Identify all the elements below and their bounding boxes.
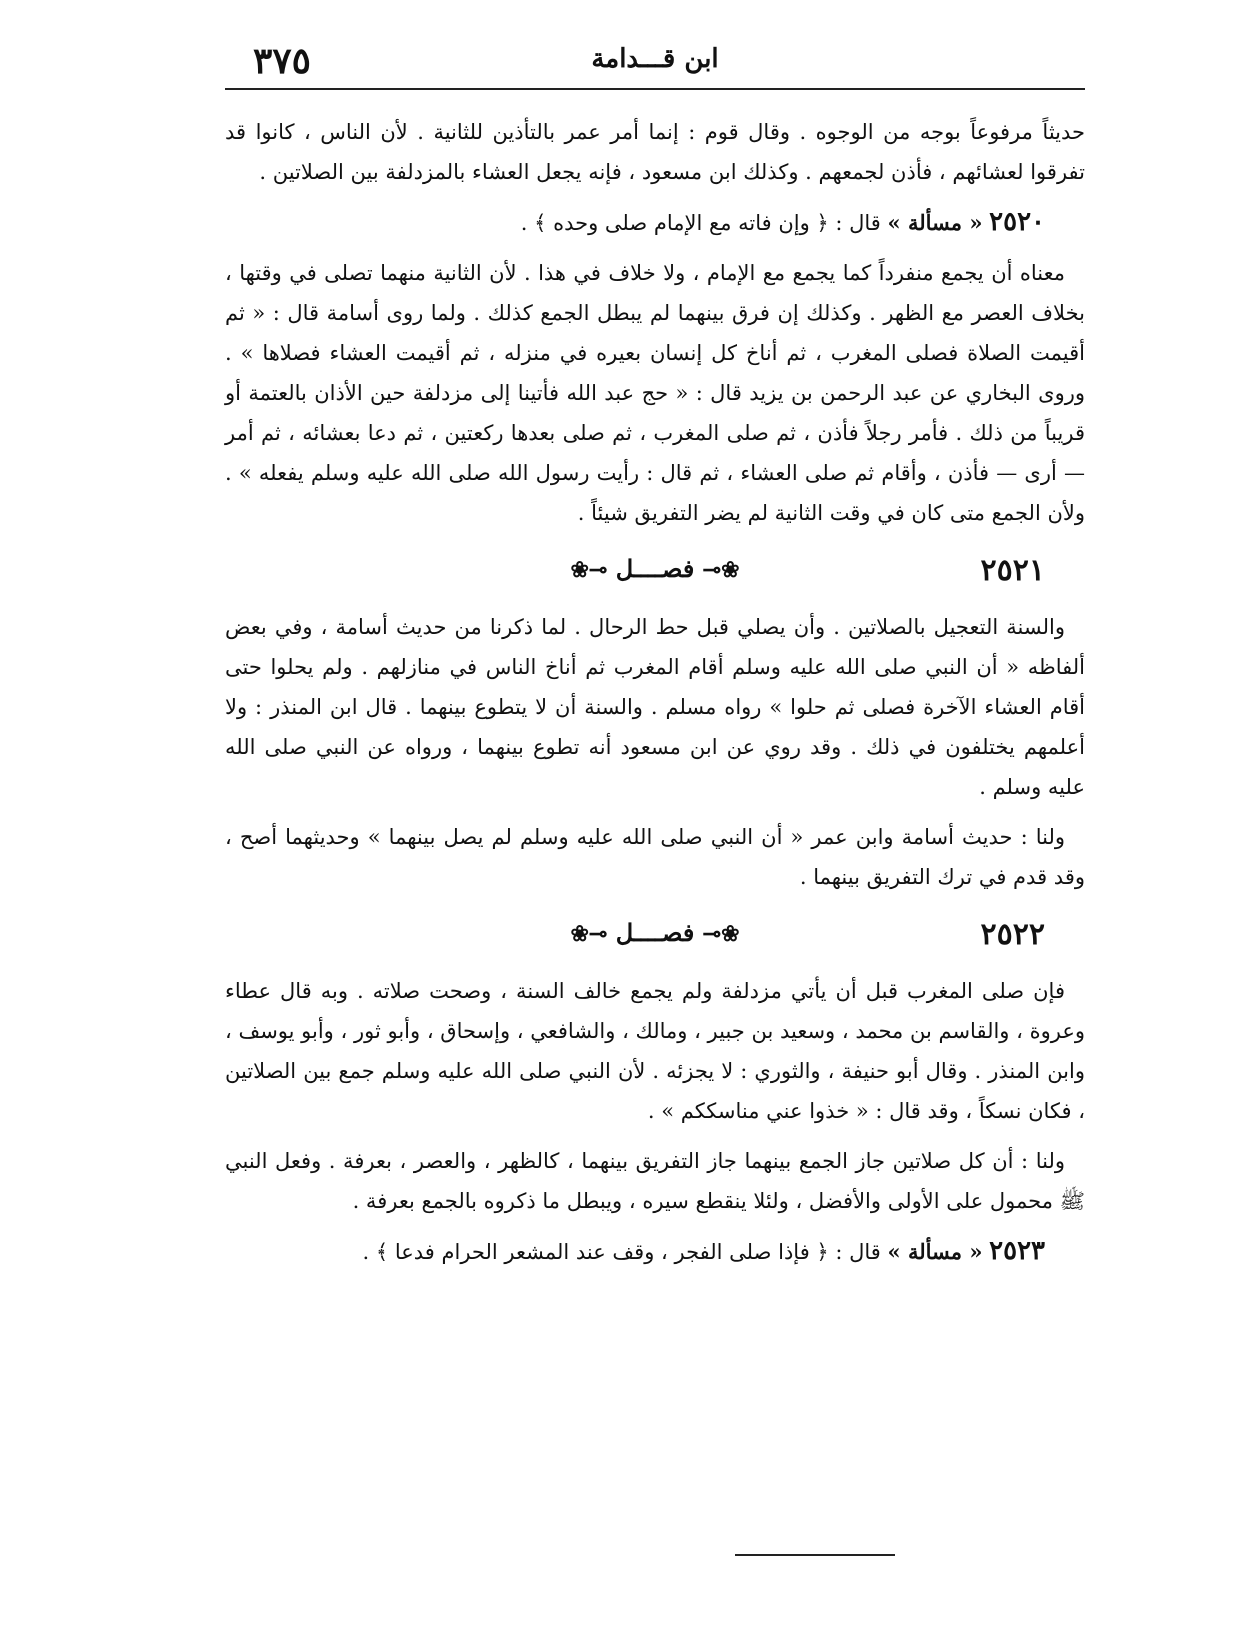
masala-text: قال : ﴿ وإن فاته مع الإمام صلى وحده ﴾ . — [520, 211, 881, 235]
header-divider — [225, 88, 1085, 90]
masala-label: « مسألة » — [887, 210, 983, 235]
ornament-icon: ⊸❀ — [570, 921, 608, 947]
fasl-title-block — [225, 913, 1085, 954]
masala-label: « مسألة » — [887, 1239, 983, 1264]
page-number: ٣٧٥ — [253, 40, 312, 82]
ornament-icon: ❀⟜ — [702, 557, 740, 583]
ornament-icon: ⊸❀ — [570, 557, 608, 583]
page-header — [225, 40, 1085, 90]
fasl-number: ٢٥٢٢ — [980, 917, 1045, 952]
masala-2520 — [225, 202, 1085, 243]
masala-2523 — [225, 1231, 1085, 1272]
paragraph: فإن صلى المغرب قبل أن يأتي مزدلفة ولم يجمع خالف السنة ، وصحت صلاته . وبه قال عطاء وعروة ، والقاسم بن محمد ، وسعيد بن جبير ، ومالك ، والشافعي ، وإسحاق ، وأبو ثور ، وأبو يوسف ، وابن المنذر . وقال أبو حنيفة ، والثوري : لا يجزئه . لأن النبي صلى الله عليه وسلم جمع بين الصلاتين ، فكان نسكاً ، وقد قال : « خذوا عني مناسككم » . — [225, 979, 1085, 1123]
paragraph: ولنا : حديث أسامة وابن عمر « أن النبي صلى الله عليه وسلم لم يصل بينهما » وحديثهما أصح ، وقد قدم في ترك التفريق بينهما . — [225, 825, 1085, 889]
fasl-title: فصــــل — [615, 554, 695, 583]
ornament-icon: ❀⟜ — [702, 921, 740, 947]
paragraph: معناه أن يجمع منفرداً كما يجمع مع الإمام ، ولا خلاف في هذا . لأن الثانية منهما تصلى في وقتها ، بخلاف العصر مع الظهر . وكذلك إن فرق بينهما لم يبطل الجمع كذلك . ولما روى أسامة قال : « ثم أقيمت الصلاة فصلى المغرب ، ثم أناخ كل إنسان بعيره في منزله ، ثم أقيمت العشاء فصلاها » . وروى البخاري عن عبد الرحمن بن يزيد قال : « حج عبد الله فأتينا إلى مزدلفة حين الأذان بالعتمة أو قريباً من ذلك . فأمر رجلاً فأذن ، ثم صلى المغرب ، ثم صلى بعدها ركعتين ، ثم دعا بعشائه ، ثم أمر — أرى — فأذن ، وأقام ثم صلى العشاء ، ثم قال : رأيت رسول الله صلى الله عليه وسلم يفعله » . ولأن الجمع متى كان في وقت الثانية لم يضر التفريق شيئاً . — [225, 261, 1085, 525]
paragraph: والسنة التعجيل بالصلاتين . وأن يصلي قبل حط الرحال . لما ذكرنا من حديث أسامة ، وفي بعض ألفاظه « أن النبي صلى الله عليه وسلم أقام المغرب ثم أناخ الناس في منازلهم . ولم يحلوا حتى أقام العشاء الآخرة فصلى ثم حلوا » رواه مسلم . والسنة أن لا يتطوع بينهما . قال ابن المنذر : ولا أعلمهم يختلفون في ذلك . وقد روي عن ابن مسعود أنه تطوع بينهما ، ورواه عن النبي صلى الله عليه وسلم . — [225, 615, 1085, 799]
masala-number: ٢٥٢٣ — [989, 1236, 1045, 1266]
fasl-number: ٢٥٢١ — [980, 553, 1045, 588]
fasl-heading-2521 — [225, 541, 1085, 601]
fasl-heading-2522 — [225, 905, 1085, 965]
footnote-divider — [735, 1554, 895, 1556]
fasl-title: فصــــل — [615, 918, 695, 947]
fasl-title-block — [225, 549, 1085, 590]
running-title: ابن قـــدامة — [591, 44, 719, 74]
paragraph: ولنا : أن كل صلاتين جاز الجمع بينهما جاز التفريق بينهما ، كالظهر ، والعصر ، بعرفة . وفعل النبي ﷺ محمول على الأولى والأفضل ، ولئلا ينقطع سيره ، ويبطل ما ذكروه بالجمع بعرفة . — [225, 1149, 1085, 1213]
masala-number: ٢٥٢٠ — [989, 207, 1045, 237]
paragraph: حديثاً مرفوعاً بوجه من الوجوه . وقال قوم : إنما أمر عمر بالتأذين للثانية . لأن الناس ، كانوا قد تفرقوا لعشائهم ، فأذن لجمعهم . وكذلك ابن مسعود ، فإنه يجعل العشاء بالمزدلفة بين الصلاتين . — [225, 120, 1085, 184]
page-body — [225, 112, 1085, 1272]
masala-text: قال : ﴿ فإذا صلى الفجر ، وقف عند المشعر الحرام فدعا ﴾ . — [362, 1240, 881, 1264]
